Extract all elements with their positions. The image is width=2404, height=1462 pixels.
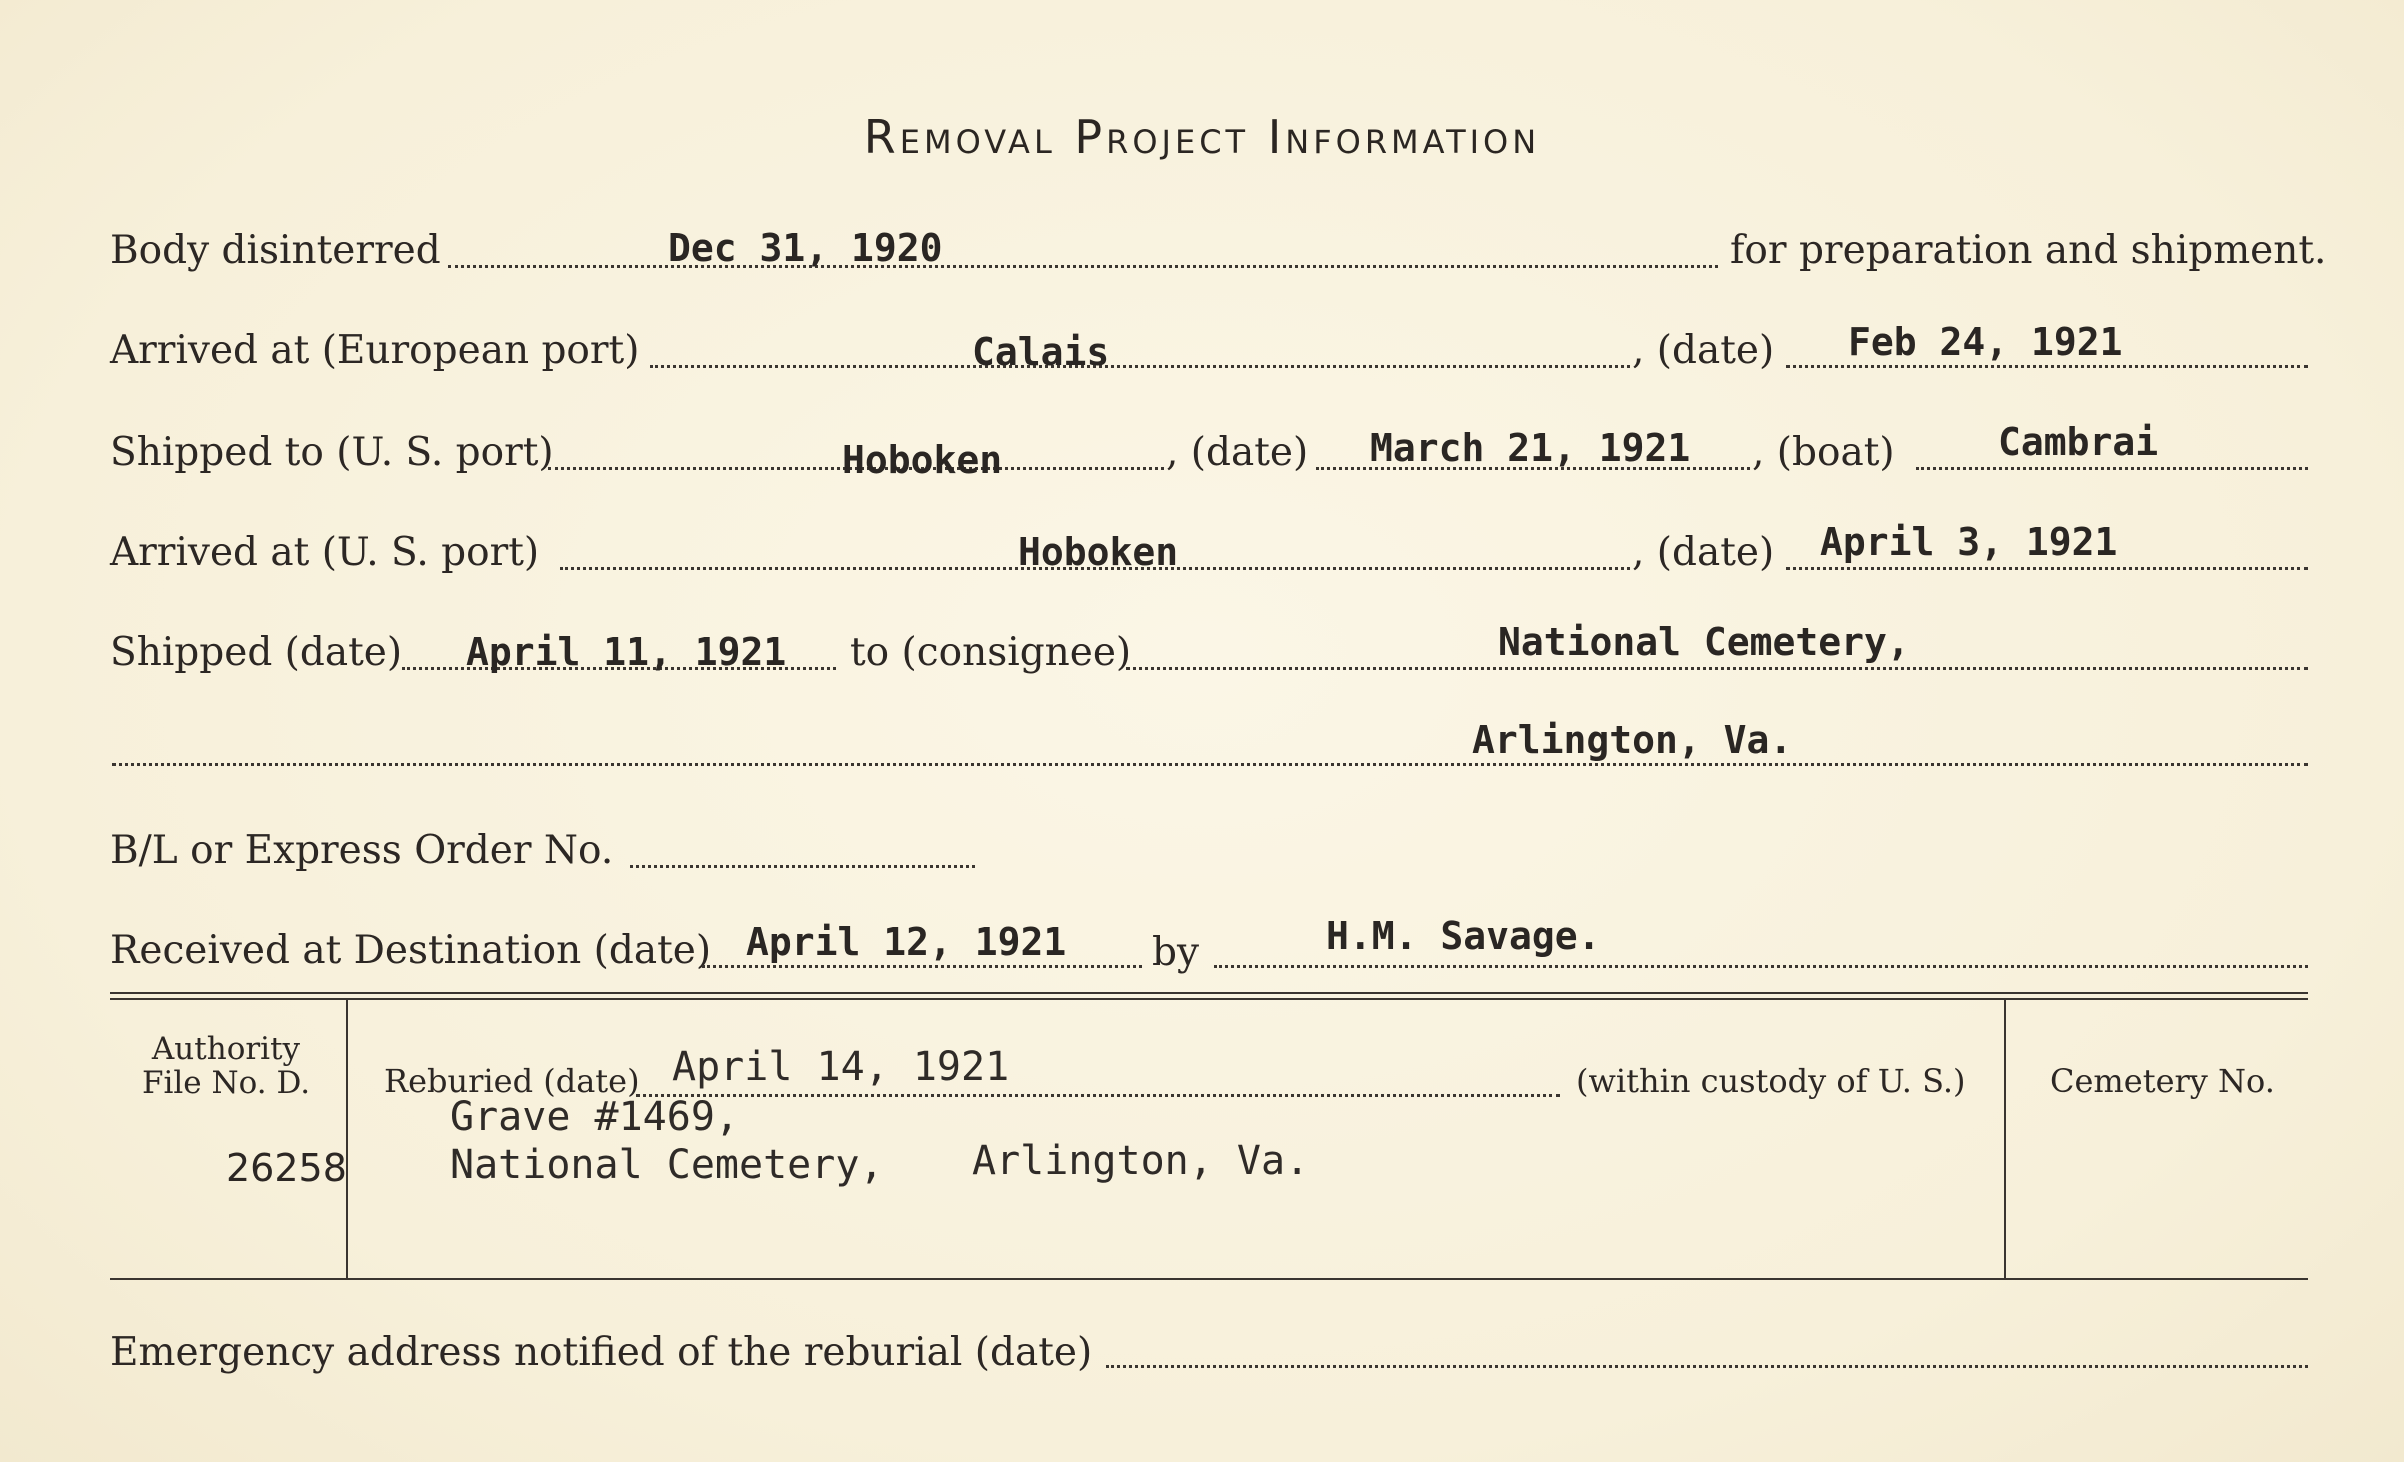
consignee-location: Arlington, Va. [1472, 718, 1793, 762]
shipped-us-date-label: , (date) [1166, 430, 1309, 475]
disinterred-line [448, 265, 1718, 268]
arrived-us-date: April 3, 1921 [1820, 520, 2118, 564]
emergency-label: Emergency address notified of the reburial (date) [110, 1330, 1093, 1375]
shipped-us-boat-label: , (boat) [1752, 430, 1895, 475]
shipped-us-port: Hoboken [842, 438, 1003, 482]
shipped-us-label: Shipped to (U. S. port) [110, 430, 554, 475]
consignee-label: to (consignee) [850, 630, 1132, 675]
grave-number: Grave #1469, [450, 1094, 739, 1140]
received-by-label: by [1152, 930, 1199, 975]
arrived-us-label: Arrived at (U. S. port) [110, 530, 540, 575]
shipped-us-date: March 21, 1921 [1370, 426, 1691, 470]
arrived-europe-date: Feb 24, 1921 [1848, 320, 2123, 364]
consignee-name: National Cemetery, [1498, 620, 1910, 664]
custody-label: (within custody of U. S.) [1576, 1062, 1966, 1100]
cemetery-no-label: Cemetery No. [2050, 1062, 2275, 1100]
consignee-line-2 [112, 763, 2308, 766]
arrived-europe-label: Arrived at (European port) [110, 328, 640, 373]
received-by: H.M. Savage. [1326, 914, 1601, 958]
shipped-us-boat-line [1916, 467, 2308, 470]
authority-file-number: 26258 [226, 1146, 347, 1190]
reburial-cemetery: National Cemetery, [450, 1142, 884, 1188]
received-date-line [702, 965, 1142, 968]
box-divider-right [2004, 1000, 2006, 1278]
arrived-europe-date-line [1786, 365, 2308, 368]
arrived-europe-port: Calais [972, 330, 1110, 374]
disinterred-label: Body disinterred [110, 228, 441, 273]
arrived-us-date-line [1786, 567, 2308, 570]
box-top-rule-1 [110, 992, 2308, 994]
reburied-label: Reburied (date) [384, 1062, 640, 1100]
received-date: April 12, 1921 [746, 920, 1067, 964]
box-bottom-rule [110, 1278, 2308, 1280]
bl-line [630, 865, 975, 868]
arrived-us-date-label: , (date) [1632, 530, 1775, 575]
arrived-europe-port-line [650, 365, 1630, 368]
authority-label-line-1: Authority [151, 1031, 301, 1067]
disinterred-suffix: for preparation and shipment. [1730, 228, 2327, 273]
bl-label: B/L or Express Order No. [110, 828, 614, 873]
arrived-europe-date-label: , (date) [1632, 328, 1775, 373]
received-label: Received at Destination (date) [110, 928, 712, 973]
box-top-rule-2 [110, 998, 2308, 1000]
reburied-date-line [636, 1094, 1560, 1097]
shipped-us-boat: Cambrai [1998, 420, 2159, 464]
reburial-location: Arlington, Va. [972, 1138, 1310, 1184]
authority-label-line-2: File No. D. [141, 1065, 311, 1101]
disinterred-date: Dec 31, 1920 [668, 226, 943, 270]
shipped-date: April 11, 1921 [466, 630, 787, 674]
box-divider-left [346, 1000, 348, 1278]
reburied-date: April 14, 1921 [672, 1044, 1010, 1090]
consignee-line-1 [1126, 667, 2308, 670]
page-title: Removal Project Information [863, 110, 1541, 164]
received-by-line [1214, 965, 2308, 968]
arrived-us-port: Hoboken [1018, 530, 1179, 574]
emergency-line [1106, 1365, 2308, 1368]
shipped-label: Shipped (date) [110, 630, 403, 675]
authority-label [116, 1032, 336, 1100]
